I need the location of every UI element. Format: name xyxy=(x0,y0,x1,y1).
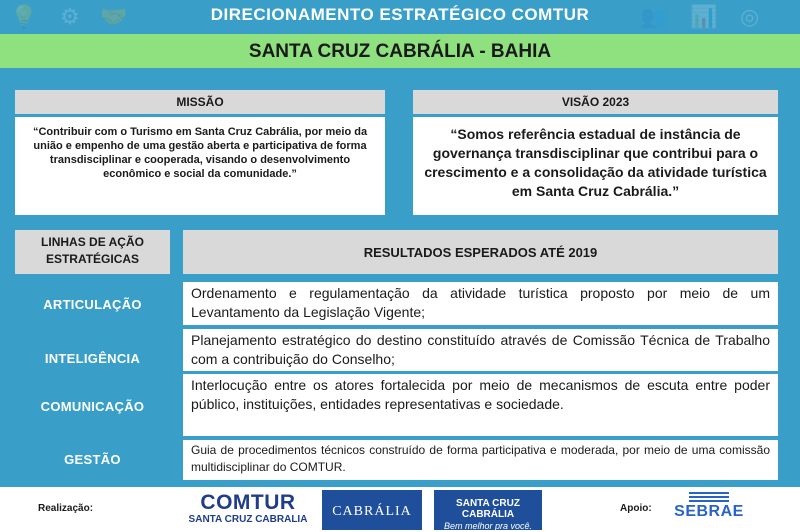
sebrae-logo-text: SEBRAE xyxy=(674,503,744,520)
results-heading: RESULTADOS ESPERADOS ATÉ 2019 xyxy=(183,230,778,274)
vision-text: “Somos referência estadual de instância de governança transdisciplinar que contribui para o crescimento e a consolidação da atividade turística em Santa Cruz Cabrália.” xyxy=(424,126,767,199)
comtur-logo xyxy=(183,492,313,528)
lightbulb-icon: 💡 xyxy=(10,4,38,29)
action-line-label: INTELIGÊNCIA xyxy=(44,351,141,366)
comtur-logo-text: COMTUR xyxy=(200,491,296,514)
lines-heading: LINHAS DE AÇÃO ESTRATÉGICAS xyxy=(15,230,170,274)
mission-box xyxy=(15,117,385,215)
handshake-icon: 🤝 xyxy=(100,4,128,29)
chart-icon: 📊 xyxy=(690,4,718,29)
cabralia-logo2-text: SANTA CRUZ CABRÁLIA xyxy=(456,498,520,520)
action-line-label: COMUNICAÇÃO xyxy=(40,399,145,414)
people-icon: 👥 xyxy=(640,4,668,29)
apoio-label: Apoio: xyxy=(620,503,652,514)
result-cell: Planejamento estratégico do destino constituído através de Comissão Técnica de Trabalho com a contribuição do Conselho; xyxy=(183,329,778,371)
cabralia-tourism-logo xyxy=(434,490,542,530)
vision-heading: VISÃO 2023 xyxy=(413,90,778,114)
comtur-logo-subtext: SANTA CRUZ CABRALIA xyxy=(188,514,308,525)
mission-heading: MISSÃO xyxy=(15,90,385,114)
result-cell: Interlocução entre os atores fortalecida por meio de mecanismos de escuta entre poder público, instituições, entidades representativas e sociedade. xyxy=(183,374,778,436)
footer-logos xyxy=(0,487,800,532)
realizacao-label: Realização: xyxy=(38,503,94,514)
gear-icon: ⚙ xyxy=(60,4,80,29)
subtitle-banner xyxy=(0,34,800,68)
target-icon: ◎ xyxy=(740,4,760,29)
result-cell: Guia de procedimentos técnicos construído de forma participativa e moderada, por meio de uma comissão multidisciplinar do COMTUR. xyxy=(183,440,778,480)
action-line-label: GESTÃO xyxy=(64,452,121,467)
result-cell: Ordenamento e regulamentação da atividade turística proposto por meio de um Levantamento da Legislação Vigente; xyxy=(183,282,778,325)
cabralia-slogan: Bem melhor pra você. xyxy=(443,521,533,531)
action-line-label: ARTICULAÇÃO xyxy=(43,297,142,312)
page-subtitle: SANTA CRUZ CABRÁLIA - BAHIA xyxy=(248,41,552,62)
vision-box xyxy=(413,117,778,215)
sebrae-stripes-icon xyxy=(689,492,729,502)
page-title: DIRECIONAMENTO ESTRATÉGICO COMTUR xyxy=(210,5,590,24)
cabralia-logo: CABRÁLIA xyxy=(322,490,422,530)
sebrae-logo xyxy=(668,492,750,528)
header-banner xyxy=(0,0,800,34)
mission-text: “Contribuir com o Turismo em Santa Cruz Cabrália, por meio da união e empenho de uma gestão aberta e participativa de forma transdisciplinar e cooperada, visando o desenvolvimento econômico e social da comunidade.” xyxy=(32,126,368,180)
